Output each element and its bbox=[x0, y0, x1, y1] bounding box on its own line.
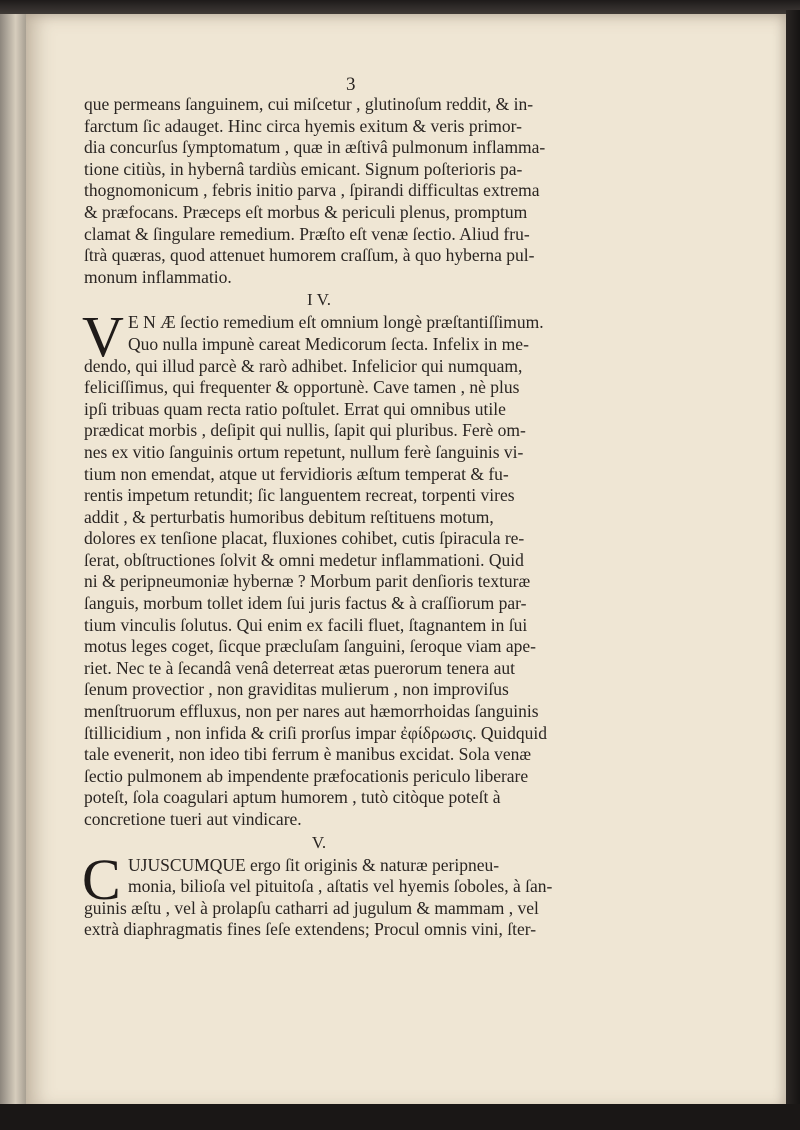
text-line: que permeans ſanguinem, cui miſcetur , glutinoſum reddit, & in- bbox=[84, 94, 534, 114]
facing-page-edge bbox=[0, 14, 26, 1104]
text-line: dendo, qui illud parcè & rarò adhibet. Infelicior qui numquam, bbox=[84, 355, 523, 376]
text-line: tium non emendat, atque ut fervidioris æſtum temperat & fu- bbox=[84, 463, 509, 484]
text-line: farctum ſic adauget. Hinc circa hyemis exitum & veris primor- bbox=[84, 115, 522, 136]
text-line: feliciſſimus, qui frequenter & opportunè. Cave tamen , nè plus bbox=[84, 377, 520, 398]
text-line: monum inflammatio. bbox=[84, 266, 232, 287]
drop-cap: V bbox=[82, 304, 124, 370]
text-line: guinis æſtu , vel à prolapſu catharri ad jugulum & mammam , vel bbox=[84, 897, 539, 918]
text-line: ſerat, obſtructiones ſolvit & omni medetur inflammationi. Quid bbox=[84, 549, 524, 570]
section-heading-v: V. bbox=[311, 832, 327, 852]
text-line: addit , & perturbatis humoribus debitum reſtituens motum, bbox=[84, 506, 494, 527]
section-heading-iv: I V. bbox=[307, 290, 331, 310]
text-line: clamat & ſingulare remedium. Præſto eſt venæ ſectio. Aliud fru- bbox=[84, 223, 530, 244]
text-line: ſenum provectior , non graviditas mulierum , non improviſus bbox=[84, 679, 509, 700]
text-line: UJUSCUMQUE ergo ſit originis & naturæ peripneu- bbox=[128, 854, 500, 875]
text-line: tium vinculis ſolutus. Qui enim ex facili fluet, ſtagnantem in ſui bbox=[84, 614, 528, 635]
book-bottom-edge bbox=[0, 1104, 800, 1130]
text-line: ſtrà quæras, quod attenuet humorem craſſum, à quo hyberna pul- bbox=[84, 245, 535, 266]
text-line: riet. Nec te à ſecandâ venâ deterreat ætas puerorum tenera aut bbox=[84, 657, 515, 678]
text-line: ſtillicidium , non infida & criſi prorſus impar ἐφίδρωσις. Quidquid bbox=[84, 722, 547, 743]
text-line: menſtruorum effluxus, non per nares aut hæmorrhoidas ſanguinis bbox=[84, 701, 539, 722]
text-line: prædicat morbis , deſipit qui nullis, ſapit qui pluribus. Ferè om- bbox=[84, 420, 526, 441]
text-line: poteſt, ſola coagulari aptum humorem , tutò citòque poteſt à bbox=[84, 787, 501, 808]
paragraph-continuation bbox=[84, 94, 624, 288]
drop-cap: C bbox=[82, 846, 121, 912]
text-line: ſectio pulmonem ab impendente præfocationis periculo liberare bbox=[84, 765, 529, 786]
page-number: 3 bbox=[346, 74, 356, 95]
text-line: ipſi tribuas quam recta ratio poſtulet. Errat qui omnibus utile bbox=[84, 398, 506, 419]
text-line: nes ex vitio ſanguinis ortum repetunt, nullum ferè ſanguinis vi- bbox=[84, 441, 524, 462]
text-line: E N Æ ſectio remedium eſt omnium longè præſtantiſſimum. bbox=[128, 312, 544, 333]
text-line: extrà diaphragmatis fines ſeſe extendens; Procul omnis vini, ſter- bbox=[84, 919, 537, 940]
text-line: monia, bilioſa vel pituitoſa , aſtatis vel hyemis ſoboles, à ſan- bbox=[128, 876, 553, 897]
section-v-paragraph bbox=[82, 846, 624, 941]
section-iv-paragraph bbox=[82, 304, 624, 830]
text-line: dolores ex tenſione placat, fluxiones cohibet, cutis ſpiracula re- bbox=[84, 528, 525, 549]
text-line: motus leges coget, ſicque præcluſam ſanguini, ſeroque viam ape- bbox=[84, 636, 536, 657]
text-line: dia concurſus ſymptomatum , quæ in æſtivâ pulmonum inflamma- bbox=[84, 137, 546, 158]
text-line: tione citiùs, in hybernâ tardiùs emicant. Signum poſterioris pa- bbox=[84, 158, 523, 179]
text-line: ni & peripneumoniæ hybernæ ? Morbum parit denſioris texturæ bbox=[84, 571, 531, 592]
text-line: concretione tueri aut vindicare. bbox=[84, 809, 302, 829]
page-text bbox=[84, 94, 624, 941]
text-line: Quo nulla impunè careat Medicorum ſecta. Infelix in me- bbox=[128, 333, 529, 354]
text-line: tale evenerit, non ideo tibi ferrum è manibus excidat. Sola venæ bbox=[84, 744, 532, 765]
text-line: ſanguis, morbum tollet idem ſui juris factus & à craſſiorum par- bbox=[84, 593, 527, 614]
text-line: rentis impetum retundit; ſic languentem recreat, torpenti vires bbox=[84, 485, 515, 506]
book-right-edge bbox=[786, 10, 800, 1110]
text-line: thognomonicum , febris initio parva , ſpirandi difficultas extrema bbox=[84, 180, 540, 201]
text-line: & præfocans. Præceps eſt morbus & periculi plenus, promptum bbox=[84, 201, 528, 222]
